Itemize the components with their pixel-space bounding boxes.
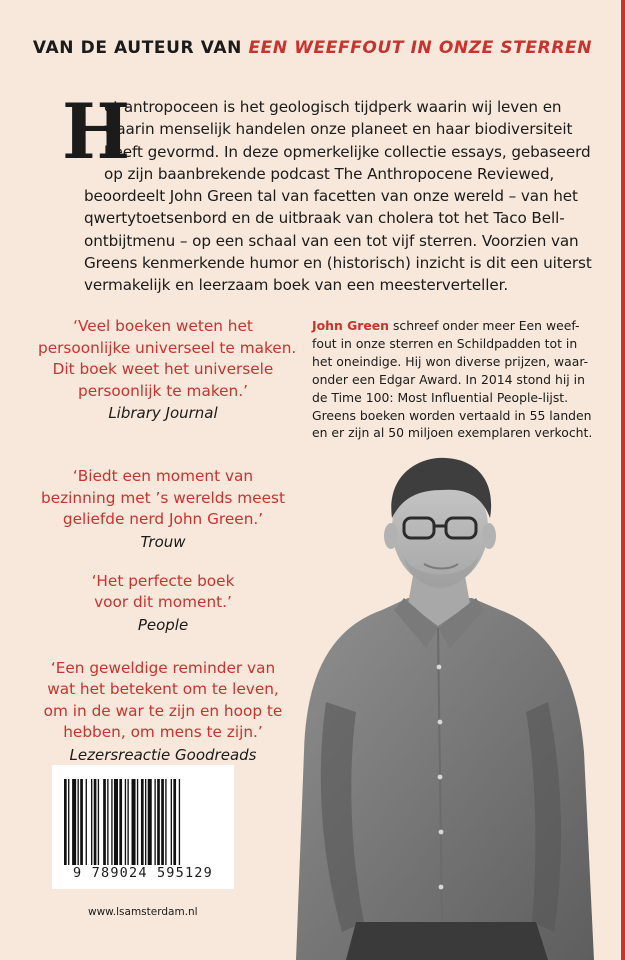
review-quote xyxy=(38,571,288,636)
review-quotes xyxy=(38,316,297,766)
intro-line: heeft gevormd. In deze opmerkelijke collectie essays, gebaseerd xyxy=(104,142,591,161)
barcode-bars xyxy=(64,779,222,865)
quote-line: persoonlijk te maken.’ xyxy=(78,381,248,400)
quote-source: Lezersreactie Goodreads xyxy=(69,745,257,764)
quote-source: Trouw xyxy=(140,532,186,551)
intro-line: qwertytoetsenbord en de uitbraak van cholera tot het Taco Bell- xyxy=(84,209,565,228)
quote-line: hebben, om mens te zijn.’ xyxy=(63,723,263,741)
quote-line: wat het betekent om te leven, xyxy=(47,680,279,698)
bio-line: fout in onze sterren en Schildpadden tot in xyxy=(312,335,578,351)
author-bio xyxy=(312,317,604,442)
headline xyxy=(0,38,625,58)
barcode xyxy=(52,765,234,889)
quote-line: voor dit moment.’ xyxy=(94,593,232,611)
quote-line: ‘Het perfecte boek xyxy=(91,571,235,590)
intro-line: beoordeelt John Green tal van facetten van onze wereld – van het xyxy=(84,187,578,206)
review-quote xyxy=(38,466,288,553)
isbn-number: 9 789024 595129 xyxy=(73,865,213,881)
headline-book-title: EEN WEEFFOUT IN ONZE STERREN xyxy=(248,38,593,58)
intro-line: op zijn baanbrekende podcast The Anthropocene Reviewed, xyxy=(104,164,555,183)
intro-paragraph xyxy=(84,96,592,297)
drop-cap: H xyxy=(62,86,131,177)
quote-line: persoonlijke universeel te maken. xyxy=(38,338,297,357)
bio-line: onder een Edgar Award. In 2014 stond hij in xyxy=(312,371,585,387)
quote-line: om in de war te zijn en hoop te xyxy=(43,701,283,720)
bio-line-rest: schreef onder meer Een weef- xyxy=(389,318,580,333)
publisher-url[interactable]: www.lsamsterdam.nl xyxy=(88,906,198,918)
review-quote xyxy=(38,658,288,766)
quote-line: ‘Veel boeken weten het xyxy=(73,317,253,335)
quote-line: geliefde nerd John Green.’ xyxy=(62,510,264,528)
red-edge-stripe xyxy=(621,0,625,960)
quote-line: ‘Een geweldige reminder van xyxy=(50,658,276,677)
bio-line xyxy=(312,317,604,335)
intro-line: vermakelijk en leerzaam boek van een meesterverteller. xyxy=(84,276,509,295)
headline-prefix: VAN DE AUTEUR VAN xyxy=(32,38,242,58)
bio-line: Greens boeken worden vertaald in 55 landen xyxy=(312,407,592,423)
quote-source: Library Journal xyxy=(108,404,218,422)
author-photo xyxy=(286,452,606,960)
review-quote xyxy=(38,316,297,424)
bio-line: de Time 100: Most Influential People-lijst. xyxy=(312,389,569,405)
quote-source: People xyxy=(137,615,189,634)
intro-line: Greens kenmerkende humor en (historisch) inzicht is dit een uiterst xyxy=(84,254,592,273)
intro-line: waarin menselijk handelen onze planeet en haar biodiversiteit xyxy=(104,120,573,139)
quote-line: bezinning met ’s werelds meest xyxy=(41,488,285,507)
bio-line: en er zijn al 50 miljoen exemplaren verkocht. xyxy=(312,425,593,441)
quote-line: Dit boek weet het universele xyxy=(52,360,274,378)
intro-line: et antropoceen is het geologisch tijdperk waarin wij leven en xyxy=(104,98,562,116)
author-name: John Green xyxy=(312,318,389,333)
intro-line: ontbijtmenu – op een schaal van een tot vijf sterren. Voorzien van xyxy=(84,231,579,250)
bio-line: het oneindige. Hij won diverse prijzen, waar- xyxy=(312,353,589,369)
quote-line: ‘Biedt een moment van xyxy=(72,467,254,485)
